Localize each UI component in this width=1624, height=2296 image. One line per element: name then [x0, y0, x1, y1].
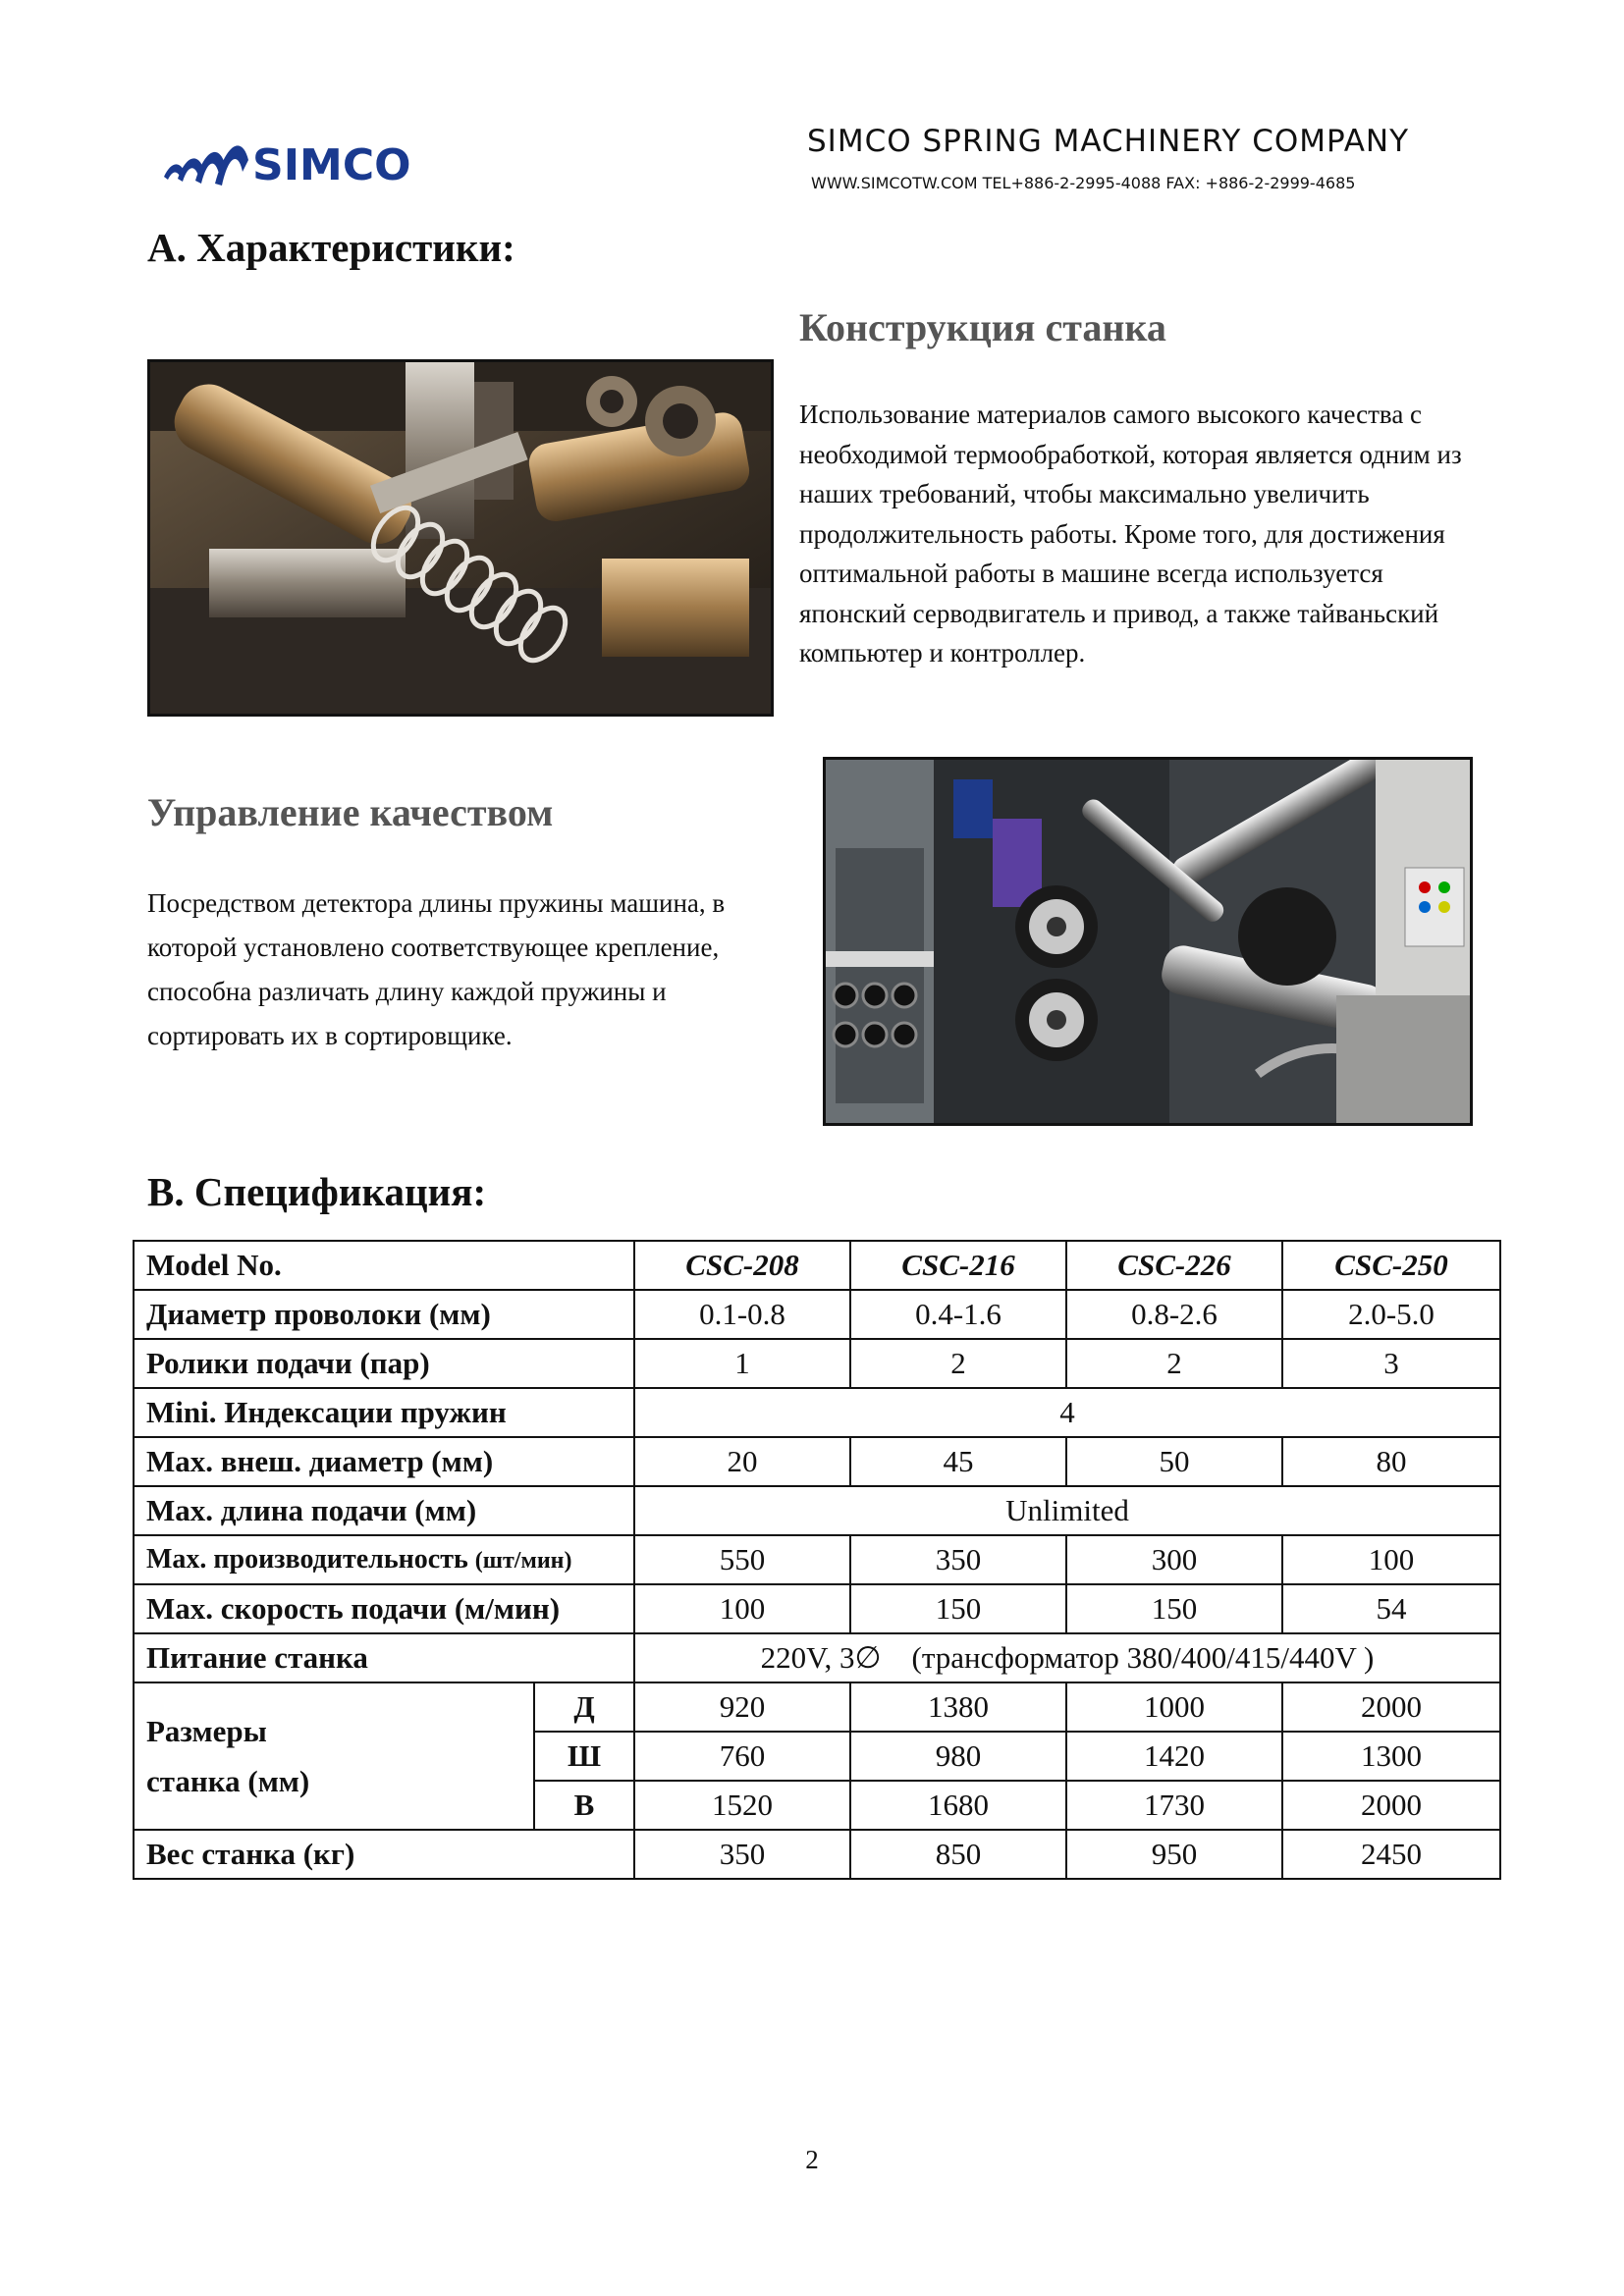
table-cell: 0.8-2.6 [1066, 1290, 1282, 1339]
table-cell: 1380 [850, 1682, 1066, 1732]
model-csc-208: CSC-208 [634, 1241, 850, 1290]
table-row-max-feed-speed [134, 1584, 1500, 1633]
construction-text: Использование материалов самого высокого качества с необходимой термообработкой, которая является одним из наших требований, чтобы максимально увеличить продолжительность работы. Кроме того, для достижения оптимальной работы в машине всегда используется японский серводвигатель и привод, а также тайваньский компьютер и контроллер. [799, 400, 1462, 667]
table-cell: 50 [1066, 1437, 1282, 1486]
row-label [134, 1535, 634, 1584]
company-contacts: WWW.SIMCOTW.COM TEL+886-2-2995-4088 FAX: +886-2-2999-4685 [811, 174, 1356, 192]
table-cell: 2450 [1282, 1830, 1500, 1879]
specification-table [133, 1240, 1501, 1880]
row-label: Max. длина подачи (мм) [134, 1486, 634, 1535]
dimension-sub-label: Ш [534, 1732, 634, 1781]
dimension-sub-label: В [534, 1781, 634, 1830]
page-number: 2 [805, 2145, 819, 2174]
table-row-max-od [134, 1437, 1500, 1486]
table-row-wire-diameter [134, 1290, 1500, 1339]
model-csc-250: CSC-250 [1282, 1241, 1500, 1290]
table-row-power [134, 1633, 1500, 1682]
table-cell: 920 [634, 1682, 850, 1732]
table-cell: 300 [1066, 1535, 1282, 1584]
simco-logo-graphic [162, 133, 491, 191]
table-row-max-output [134, 1535, 1500, 1584]
table-cell: 0.4-1.6 [850, 1290, 1066, 1339]
table-row-weight [134, 1830, 1500, 1879]
table-cell: 220V, 3∅ (трансформатор 380/400/415/440V ) [634, 1633, 1500, 1682]
table-cell: 100 [1282, 1535, 1500, 1584]
model-csc-226: CSC-226 [1066, 1241, 1282, 1290]
table-cell: 3 [1282, 1339, 1500, 1388]
row-label: Вес станка (кг) [134, 1830, 634, 1879]
model-csc-216: CSC-216 [850, 1241, 1066, 1290]
row-label: Питание станка [134, 1633, 634, 1682]
table-cell: 2.0-5.0 [1282, 1290, 1500, 1339]
table-cell: 850 [850, 1830, 1066, 1879]
row-label-unit: (шт/мин) [474, 1547, 572, 1574]
table-cell: 1730 [1066, 1781, 1282, 1830]
table-cell: 4 [634, 1388, 1500, 1437]
logo-text: SIMCO [252, 140, 411, 190]
table-cell: 950 [1066, 1830, 1282, 1879]
table-cell: 980 [850, 1732, 1066, 1781]
table-cell: 350 [850, 1535, 1066, 1584]
construction-title: Конструкция станка [799, 305, 1166, 349]
table-cell: 550 [634, 1535, 850, 1584]
spring-coiling-photo [147, 359, 774, 717]
length-detector-photo [823, 757, 1473, 1126]
row-label: Mini. Индексации пружин [134, 1388, 634, 1437]
table-cell: 1680 [850, 1781, 1066, 1830]
table-cell: 1420 [1066, 1732, 1282, 1781]
table-cell: 150 [850, 1584, 1066, 1633]
quality-title: Управление качеством [147, 790, 554, 834]
table-cell: 45 [850, 1437, 1066, 1486]
row-label: Max. внеш. диаметр (мм) [134, 1437, 634, 1486]
dimensions-label [134, 1682, 534, 1830]
table-cell: 20 [634, 1437, 850, 1486]
table-cell: 1520 [634, 1781, 850, 1830]
table-cell: 2 [1066, 1339, 1282, 1388]
section-b-title: B. Спецификация: [147, 1169, 487, 1214]
row-label-text: Max. производительность [146, 1543, 468, 1575]
table-cell: 150 [1066, 1584, 1282, 1633]
dimensions-label-line1: Размеры [146, 1714, 267, 1748]
company-name: SIMCO SPRING MACHINERY COMPANY [807, 124, 1410, 159]
table-cell: 1 [634, 1339, 850, 1388]
row-label: Max. скорость подачи (м/мин) [134, 1584, 634, 1633]
table-cell: 1000 [1066, 1682, 1282, 1732]
table-cell: 350 [634, 1830, 850, 1879]
dimension-sub-label: Д [534, 1682, 634, 1732]
table-row-dimensions-length [134, 1682, 1500, 1732]
section-a-title: A. Характеристики: [147, 225, 515, 270]
table-cell: 2000 [1282, 1682, 1500, 1732]
company-logo [162, 133, 491, 191]
table-row-feed-rollers [134, 1339, 1500, 1388]
table-cell: 100 [634, 1584, 850, 1633]
table-cell: 2 [850, 1339, 1066, 1388]
table-cell: 760 [634, 1732, 850, 1781]
table-cell: 54 [1282, 1584, 1500, 1633]
table-cell: 1300 [1282, 1732, 1500, 1781]
row-label: Диаметр проволоки (мм) [134, 1290, 634, 1339]
table-cell: 80 [1282, 1437, 1500, 1486]
model-label: Model No. [134, 1241, 634, 1290]
table-cell: 0.1-0.8 [634, 1290, 850, 1339]
quality-text: Посредством детектора длины пружины машина, в которой установлено соответствующее крепление, способна различать длину каждой пружины и сортировать их в сортировщике. [147, 888, 726, 1050]
table-cell: 2000 [1282, 1781, 1500, 1830]
table-row-min-index [134, 1388, 1500, 1437]
dimensions-label-line2: станка (мм) [146, 1764, 310, 1798]
table-row-max-feed-length [134, 1486, 1500, 1535]
table-cell: Unlimited [634, 1486, 1500, 1535]
table-row-model [134, 1241, 1500, 1290]
row-label: Ролики подачи (пар) [134, 1339, 634, 1388]
